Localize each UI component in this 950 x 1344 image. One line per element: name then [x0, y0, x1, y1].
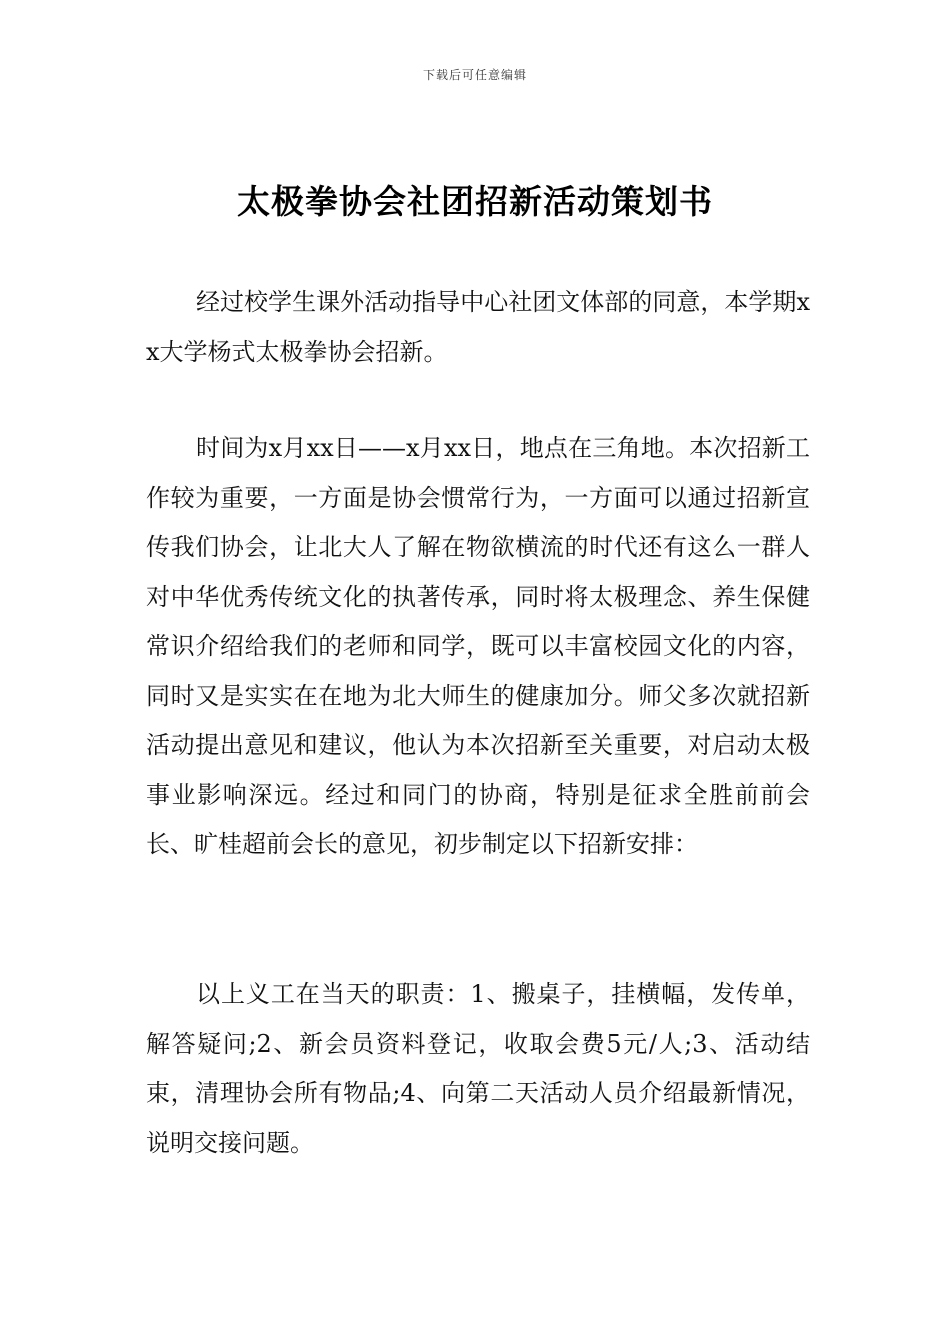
header-note: 下载后可任意编辑 [422, 68, 527, 82]
document-title: 太极拳协会社团招新活动策划书 [237, 182, 713, 221]
paragraph-intro: 经过校学生课外活动指导中心社团文体部的同意，本学期xx大学杨式太极拳协会招新。 [146, 288, 810, 366]
paragraph-volunteer-duties: 以上义工在当天的职责：1、搬桌子，挂横幅，发传单，解答疑问;2、新会员资料登记，收取会费5元/人;3、活动结束，清理协会所有物品;4、向第二天活动人员介绍最新情况，说明交接问题。 [146, 980, 810, 1157]
paragraph-time-location: 时间为x月xx日——x月xx日，地点在三角地。本次招新工作较为重要，一方面是协会惯常行为，一方面可以通过招新宣传我们协会，让北大人了解在物欲横流的时代还有这么一群人对中华优秀传统文化的执著传承，同时将太极理念、养生保健常识介绍给我们的老师和同学，既可以丰富校园文化的内容，同时又是实实在在地为北大师生的健康加分。师父多次就招新活动提出意见和建议，他认为本次招新至关重要，对启动太极事业影响深远。经过和同门的协商，特别是征求全胜前前会长、旷桂超前会长的意见，初步制定以下招新安排： [146, 434, 810, 858]
